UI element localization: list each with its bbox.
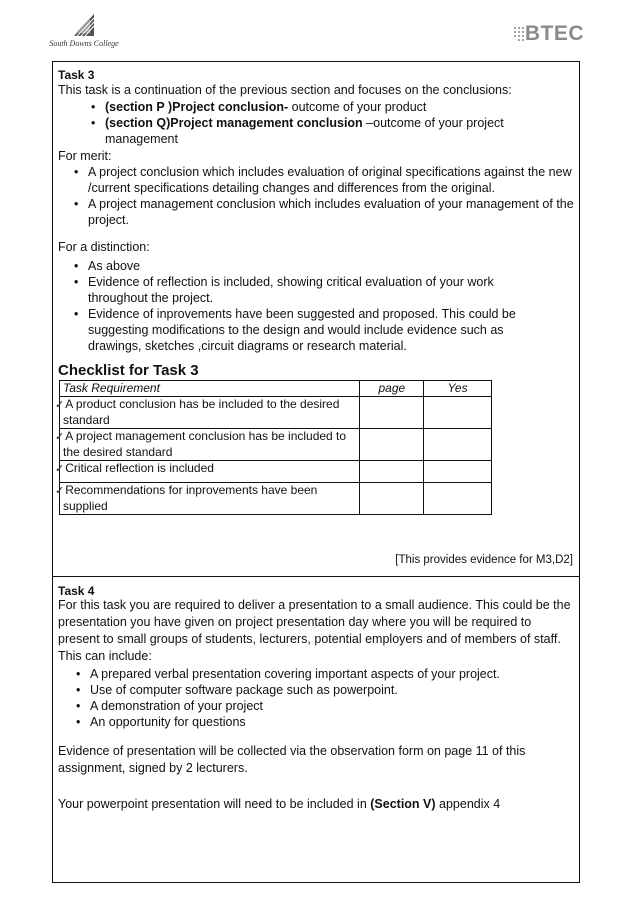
distinction-list [74,258,544,354]
page-cell[interactable] [360,483,424,515]
section-divider [53,576,579,577]
list-item: • A demonstration of your project [76,698,566,714]
list-item: • An opportunity for questions [76,714,566,730]
checklist-table [55,380,492,515]
merit-list [74,164,574,228]
checklist-header-row [60,381,492,397]
requirement-cell [55,483,360,515]
section-q-label: (section Q)Project management conclusion [105,116,363,130]
requirement-text: A project management conclusion has be included to the desired standard [63,429,347,459]
checklist-title: Checklist for Task 3 [58,362,199,379]
presentation-evidence: Evidence of presentation will be collected via the observation form on page 11 of this assignment, signed by 2 lecturers. [58,744,526,775]
distinction-label: For a distinction: [58,240,150,254]
table-row [60,397,492,429]
college-logo [44,12,124,48]
requirement-text: Recommendations for inprovements have been supplied [63,483,318,513]
list-item: • Use of computer software package such as powerpoint. [76,682,566,698]
list-item: • A project conclusion which includes evaluation of original specifications against the new /current specifications detailing changes and differences from the original. [74,164,574,196]
header-task-requirement: Task Requirement [60,381,360,397]
header-yes: Yes [424,381,492,397]
yes-cell[interactable] [424,483,492,515]
list-item: • As above [74,258,544,274]
section-p-text: outcome of your product [288,100,427,114]
section-p-label: (section P )Project conclusion- [105,100,289,114]
list-item: • Evidence of inprovements have been suggested and proposed. This could be suggesting modifications to the design and would include evidence such as drawings, sketches ,circuit diagrams or research material. [74,306,544,354]
list-item: • Evidence of reflection is included, showing critical evaluation of your work throughout the project. [74,274,544,306]
requirement-text: Critical reflection is included [65,461,214,475]
btec-wordmark: BTEC [524,22,584,45]
requirement-cell [55,397,360,429]
table-row [60,483,492,515]
requirement-cell [55,429,360,461]
list-item: • A project management conclusion which includes evaluation of your management of the project. [74,196,574,228]
requirement-text: A product conclusion has be included to the desired standard [63,397,340,427]
task3-sections-list [91,99,531,147]
ppt-text-before: Your powerpoint presentation will need to be included in [58,797,371,811]
checkmark-icon: ✓ [55,485,65,497]
header-page: page [360,381,424,397]
checkmark-icon: ✓ [55,399,65,411]
list-item [91,99,531,115]
evidence-note: [This provides evidence for M3,D2] [395,554,573,566]
page-cell[interactable] [360,429,424,461]
ppt-text-after: appendix 4 [435,797,501,811]
merit-label: For merit: [58,149,112,163]
task4-list [76,666,566,730]
checkmark-icon: ✓ [55,431,65,443]
task4-title: Task 4 [58,584,95,598]
college-crest-icon [71,12,97,38]
checkmark-icon: ✓ [55,463,65,475]
section-v-label: (Section V) [370,797,436,811]
btec-dots-icon [513,25,525,43]
page-cell[interactable] [360,461,424,483]
task3-title: Task 3 [58,68,95,82]
section-q-text: –outcome of your project management [105,116,504,146]
yes-cell[interactable] [424,397,492,429]
task4-intro: For this task you are required to deliver a presentation to a small audience. This could be the presentation you have given on project presentation day where you will be required to present to small groups of students, lecturers, potential employers and of members of staff. This can include: [58,598,571,663]
list-item: • A prepared verbal presentation covering important aspects of your project. [76,666,566,682]
page-cell[interactable] [360,397,424,429]
assignment-frame [52,61,580,883]
yes-cell[interactable] [424,461,492,483]
table-row [60,429,492,461]
btec-logo [513,22,584,46]
college-name: South Downs College [49,39,119,48]
requirement-cell [55,461,360,483]
task3-intro: This task is a continuation of the previous section and focuses on the conclusions: [58,83,512,97]
powerpoint-requirement [58,796,573,812]
table-row [60,461,492,483]
list-item [91,115,531,147]
yes-cell[interactable] [424,429,492,461]
